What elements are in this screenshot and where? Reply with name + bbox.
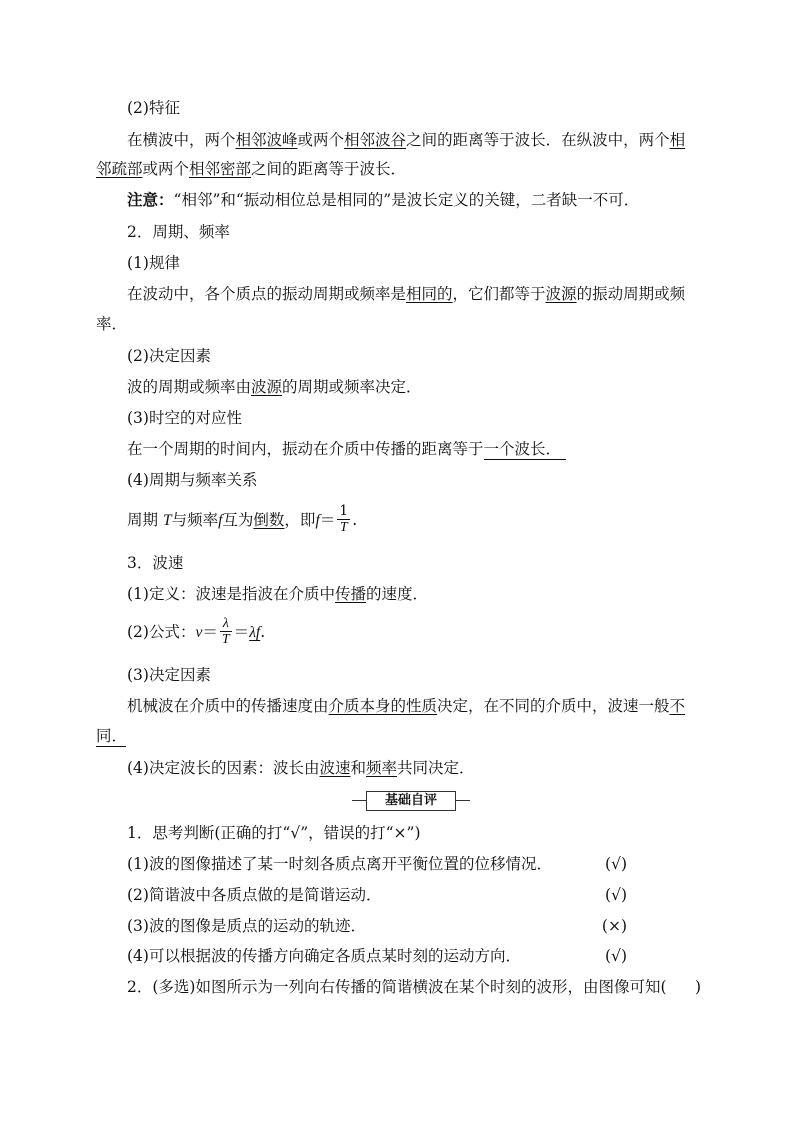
fraction-numerator: 1 — [339, 502, 349, 519]
note-line — [127, 190, 639, 210]
text: 在波动中，各个质点的振动周期或频率是 — [127, 285, 407, 303]
equals-sign: ＝ — [202, 623, 218, 641]
symbol-v: v — [195, 624, 203, 641]
text: 决定，在不同的介质中，波速一般 — [437, 697, 670, 715]
text: ，它们都等于 — [452, 285, 546, 303]
text: 波的周期或频率由 — [127, 378, 252, 396]
question-title: 1．思考判断(正确的打“√”，错误的打“×”) — [127, 824, 421, 842]
underlined-answer: 一个波长． — [484, 439, 566, 460]
text: 机械波在介质中的传播速度由 — [127, 697, 329, 715]
underlined-answer: 不 — [669, 697, 686, 715]
paragraph-line — [127, 758, 475, 778]
paragraph-line — [127, 284, 685, 304]
note-text: “相邻”和“振动相位总是相同的”是波长定义的关键，二者缺一不可． — [173, 191, 640, 209]
symbol-f: f — [315, 512, 320, 529]
underlined-answer: 同． — [96, 727, 128, 745]
fraction-denominator: T — [339, 519, 348, 535]
text: 共同决定． — [397, 759, 475, 777]
text: 互为 — [222, 511, 254, 529]
formula-line — [127, 502, 357, 539]
underlined-answer: 邻疏部 — [96, 160, 143, 178]
underlined-answer: 相邻波谷 — [344, 131, 407, 149]
question-text: 2．(多选)如图所示为一列向右传播的简谐横波在某个时刻的波形，由图像可知( — [127, 978, 667, 996]
symbol-f: f — [218, 512, 223, 529]
text: 或两个 — [142, 160, 190, 178]
subheading: (3)时空的对应性 — [127, 409, 242, 427]
fraction-numerator: λ — [220, 616, 232, 632]
paragraph-line — [96, 159, 406, 179]
fraction-one-over-T — [337, 504, 350, 535]
underlined-answer: 相邻波峰 — [235, 131, 298, 149]
answer-mark: (√) — [605, 886, 627, 904]
text: 和 — [350, 759, 366, 777]
underlined-answer: 频率 — [366, 759, 398, 777]
section-title-wave-speed: 3．波速 — [127, 554, 184, 572]
question-2 — [127, 977, 701, 997]
paragraph-line — [96, 726, 126, 747]
judgement-item — [127, 916, 627, 936]
text: 的速度． — [365, 585, 428, 603]
formula-line — [127, 614, 265, 651]
note-label: 注意： — [127, 190, 174, 209]
paragraph-line: 率． — [96, 315, 128, 333]
text: 在一个周期的时间内，振动在介质中传播的距离等于 — [127, 440, 484, 458]
subheading: (2)决定因素 — [127, 347, 211, 365]
section-title-period-frequency: 2．周期、频率 — [127, 223, 230, 241]
answer-mark: (√) — [605, 947, 627, 965]
paragraph-line — [127, 130, 685, 150]
subheading-feature: (2)特征 — [127, 99, 180, 117]
text: (1)定义：波速是指波在介质中 — [127, 585, 335, 603]
answer-mark: (√) — [605, 855, 627, 873]
subheading: (3)决定因素 — [127, 666, 211, 684]
underlined-answer: 波源 — [251, 378, 283, 396]
equals-sign: ＝ — [233, 623, 250, 641]
fraction-lambda-over-T — [220, 616, 232, 647]
text: 周期 — [127, 511, 163, 529]
section-badge — [352, 790, 470, 812]
item-text: (1)波的图像描述了某一时刻各质点离开平衡位置的位移情况． — [127, 855, 552, 873]
text: 之间的距离等于波长． — [251, 160, 407, 178]
paragraph-line — [127, 377, 422, 397]
symbol-T: T — [162, 512, 172, 529]
judgement-item — [127, 854, 627, 874]
text: 在横波中，两个 — [127, 131, 236, 149]
underlined-answer: 相同的 — [406, 285, 453, 303]
item-text: (2)简谐波中各质点做的是简谐运动． — [127, 886, 382, 904]
answer-mark: (×) — [601, 917, 627, 935]
text: 与频率 — [171, 511, 219, 529]
text: 之间的距离等于波长．在纵波中，两个 — [406, 131, 670, 149]
period: . — [260, 623, 266, 641]
answer-paren: ) — [694, 978, 701, 996]
item-text: (3)波的图像是质点的运动的轨迹． — [127, 917, 366, 935]
item-text: (4)可以根据波的传播方向确定各质点某时刻的运动方向． — [127, 947, 521, 965]
period: . — [352, 511, 358, 529]
underlined-answer: λf — [249, 624, 261, 641]
paragraph-line — [127, 584, 428, 604]
underlined-answer: 波速 — [319, 759, 351, 777]
badge-label: 基础自评 — [366, 791, 456, 811]
text: (4)决定波长的因素：波长由 — [127, 759, 320, 777]
subheading: (4)周期与频率关系 — [127, 471, 258, 489]
subheading: (1)规律 — [127, 254, 180, 272]
text: 的周期或频率决定． — [282, 378, 422, 396]
underlined-answer: 相 — [669, 131, 686, 149]
fraction-denominator: T — [221, 631, 230, 647]
text: ，即 — [284, 511, 316, 529]
underlined-answer: 介质本身的性质 — [328, 697, 438, 715]
underlined-answer: 相邻密部 — [189, 160, 252, 178]
text: 的振动周期或频 — [576, 285, 686, 303]
underlined-answer: 传播 — [334, 585, 366, 603]
underlined-answer: 倒数 — [253, 511, 285, 529]
paragraph-line — [127, 439, 566, 460]
text: 或两个 — [297, 131, 345, 149]
judgement-item — [127, 946, 627, 966]
equals-sign: ＝ — [319, 511, 336, 529]
text: (2)公式： — [127, 623, 196, 641]
paragraph-line — [127, 696, 685, 716]
judgement-item — [127, 885, 627, 905]
underlined-answer: 波源 — [545, 285, 577, 303]
